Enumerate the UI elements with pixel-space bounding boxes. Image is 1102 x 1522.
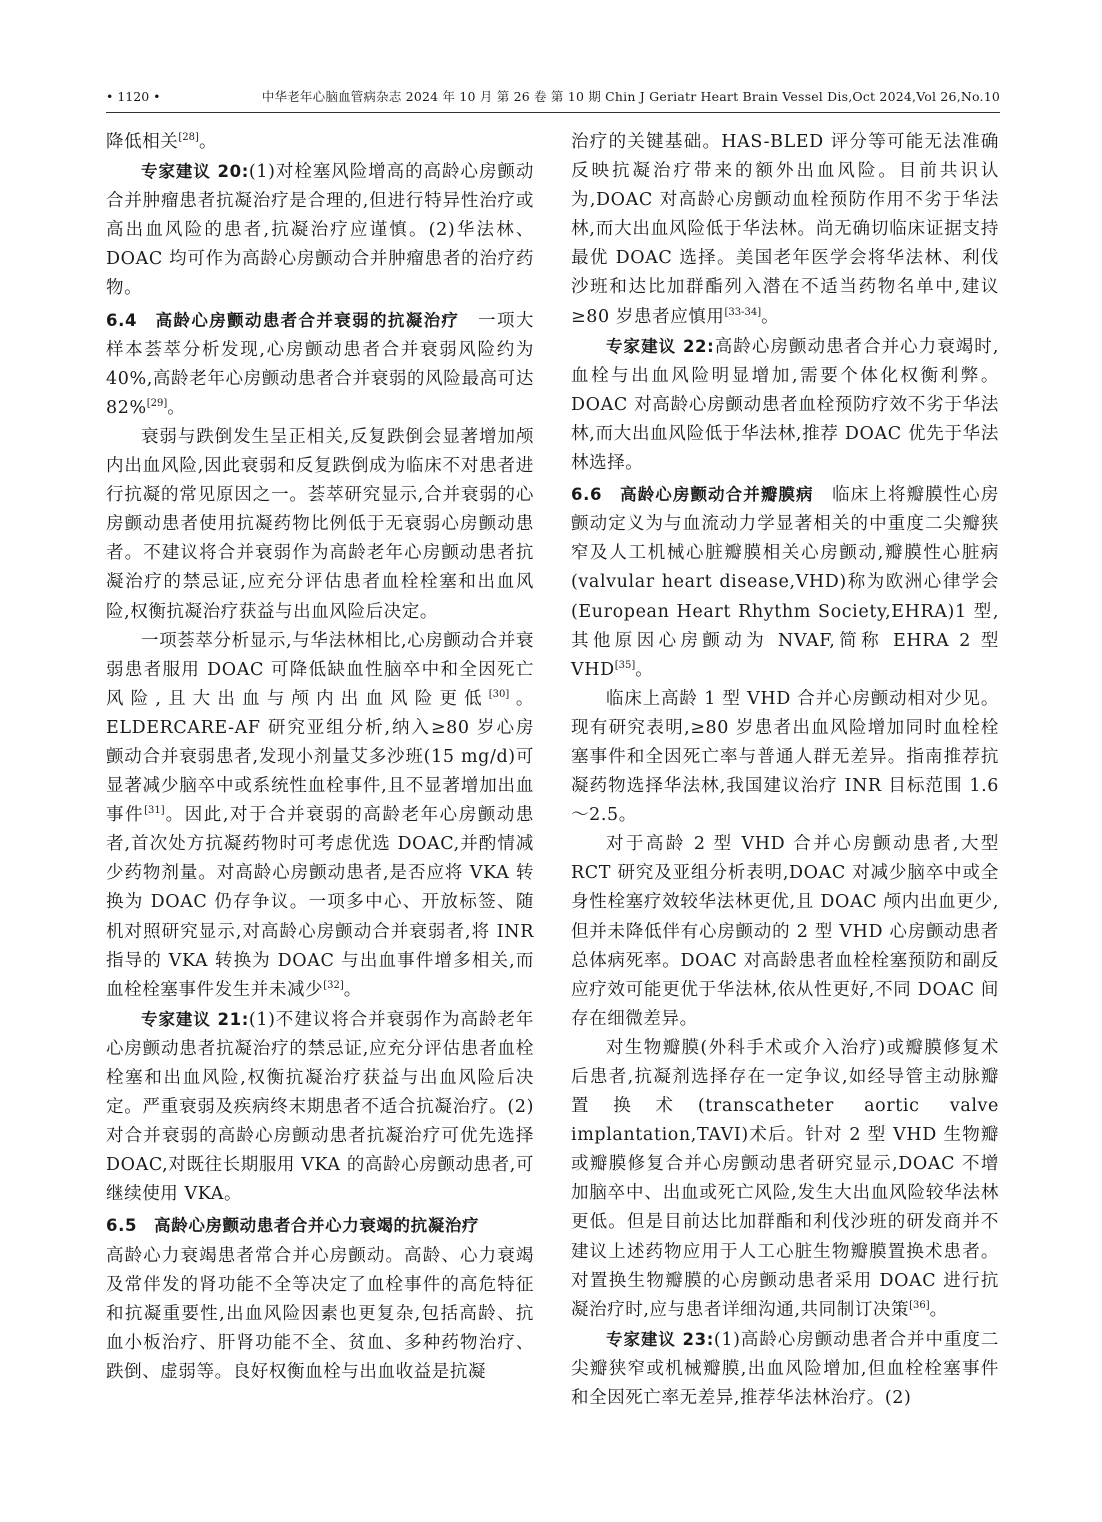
paragraph: 治疗的关键基础。HAS-BLED 评分等可能无法准确反映抗凝治疗带来的额外出血风险。目前共识认为,DOAC 对高龄心房颤动血栓预防作用不劣于华法林,而大出血风险低于华法林。尚无确切临床证据支持最优 DOAC 选择。美国老年医学会将华法林、利伐沙班和达比加群酯列入潜在不适当药物名单中,建议≥80 岁患者应慎用[33-34]。: [571, 132, 999, 327]
citation-ref: [29]: [146, 397, 168, 409]
recommendation-label: 专家建议 23:: [606, 1329, 714, 1349]
citation-ref: [32]: [323, 979, 344, 991]
citation-ref: [33-34]: [724, 306, 762, 318]
paragraph: 降低相关[28]。: [106, 132, 218, 152]
expert-recommendation-23: 专家建议 23:(1)高龄心房颤动患者合并中重度二尖瓣狭窄或机械瓣膜,出血风险增加,但血栓栓塞事件和全因死亡率无差异,推荐华法林治疗。(2): [571, 1329, 999, 1409]
section-6-5: 6.5 高龄心房颤动患者合并心力衰竭的抗凝治疗 高龄心力衰竭患者常合并心房颤动。高龄、心力衰竭及常伴发的肾功能不全等决定了血栓事件的高危特征和抗凝重要性,出血风险因素也更复杂,包括高龄、抗血小板治疗、肝肾功能不全、贫血、多种药物治疗、跌倒、虚弱等。良好权衡血栓与出血收益是抗凝: [106, 1216, 534, 1382]
paragraph: 对于高龄 2 型 VHD 合并心房颤动患者,大型 RCT 研究及亚组分析表明,DOAC 对减少脑卒中或全身性栓塞疗效较华法林更优,且 DOAC 颅内出血更少,但并未降低伴有心房颤动的 2 型 VHD 心房颤动患者总体病死率。DOAC 对高龄患者血栓栓塞预防和副反应疗效可能更优于华法林,依从性更好,不同 DOAC 间存在细微差异。: [571, 834, 999, 1029]
recommendation-label: 专家建议 21:: [141, 1009, 249, 1029]
expert-recommendation-20: 专家建议 20:(1)对栓塞风险增高的高龄心房颤动合并肿瘤患者抗凝治疗是合理的,但进行特异性治疗或高出血风险的患者,抗凝治疗应谨慎。(2)华法林、DOAC 均可作为高龄心房颤动合并肿瘤患者的治疗药物。: [106, 162, 534, 299]
section-heading: 6.4 高龄心房颤动患者合并衰弱的抗凝治疗: [106, 310, 460, 330]
journal-citation: 中华老年心脑血管病杂志 2024 年 10 月 第 26 卷 第 10 期 Chin J Geriatr Heart Brain Vessel Dis,Oct 2024,Vol 26,No.10: [261, 89, 1000, 104]
citation-ref: [31]: [144, 805, 165, 817]
citation-ref: [35]: [614, 659, 636, 671]
paragraph: 衰弱与跌倒发生呈正相关,反复跌倒会显著增加颅内出血风险,因此衰弱和反复跌倒成为临床不对患者进行抗凝的常见原因之一。荟萃研究显示,合并衰弱的心房颤动患者使用抗凝药物比例低于无衰弱心房颤动患者。不建议将合并衰弱作为高龄老年心房颤动患者抗凝治疗的禁忌证,应充分评估患者血栓栓塞和出血风险,权衡抗凝治疗获益与出血风险后决定。: [106, 426, 534, 622]
citation-ref: [28]: [178, 132, 199, 143]
section-6-4: 6.4 高龄心房颤动患者合并衰弱的抗凝治疗 一项大样本荟萃分析发现,心房颤动患者合并衰弱风险约为 40%,高龄老年心房颤动患者合并衰弱的风险最高可达 82%[29]。: [106, 310, 534, 418]
section-heading: 6.6 高龄心房颤动合并瓣膜病: [571, 485, 814, 505]
expert-recommendation-21: 专家建议 21:(1)不建议将合并衰弱作为高龄老年心房颤动患者抗凝治疗的禁忌证,应充分评估患者血栓栓塞和出血风险,权衡抗凝治疗获益与出血风险后决定。严重衰弱及疾病终末期患者不适合抗凝治疗。(2)对合并衰弱的高龄心房颤动患者抗凝治疗可优先选择 DOAC,对既往长期服用 VKA 的高龄心房颤动患者,可继续使用 VKA。: [106, 1009, 534, 1205]
citation-ref: [36]: [909, 1299, 930, 1311]
recommendation-label: 专家建议 20:: [141, 162, 249, 182]
expert-recommendation-22: 专家建议 22:高龄心房颤动患者合并心力衰竭时,血栓与出血风险明显增加,需要个体化权衡利弊。DOAC 对高龄心房颤动患者血栓预防疗效不劣于华法林,而大出血风险低于华法林,推荐 DOAC 优先于华法林选择。: [571, 336, 999, 474]
header-rule: [106, 112, 1000, 113]
section-heading: 6.5 高龄心房颤动患者合并心力衰竭的抗凝治疗: [106, 1216, 480, 1236]
paragraph: 一项荟萃分析显示,与华法林相比,心房颤动合并衰弱患者服用 DOAC 可降低缺血性脑卒中和全因死亡风险,且大出血与颅内出血风险更低[30]。ELDERCARE-AF 研究亚组分析,纳入≥80 岁心房颤动合并衰弱患者,发现小剂量艾多沙班(15 mg/d)可显著减少脑卒中或系统性血栓事件,且不显著增加出血事件[31]。因此,对于合并衰弱的高龄老年心房颤动患者,首次处方抗凝药物时可考虑优选 DOAC,并酌情减少药物剂量。对高龄心房颤动患者,是否应将 VKA 转换为 DOAC 仍存争议。一项多中心、开放标签、随机对照研究显示,对高龄心房颤动合并衰弱者,将 INR 指导的 VKA 转换为 DOAC 与出血事件增多相关,而血栓栓塞事件发生并未减少[32]。: [106, 630, 535, 1000]
left-column: [106, 128, 534, 1387]
paragraph: 临床上高龄 1 型 VHD 合并心房颤动相对少见。现有研究表明,≥80 岁患者出血风险增加同时血栓栓塞事件和全因死亡率与普通人群无差异。指南推荐抗凝药物选择华法林,我国建议治疗 INR 目标范围 1.6～2.5。: [571, 688, 999, 826]
paragraph: 对生物瓣膜(外科手术或介入治疗)或瓣膜修复术后患者,抗凝剂选择存在一定争议,如经导管主动脉瓣置换术(transcatheter aortic valve implantation,TAVI)术后。针对 2 型 VHD 生物瓣或瓣膜修复合并心房颤动患者研究显示,DOAC 不增加脑卒中、出血或死亡风险,发生大出血风险较华法林更低。但是目前达比加群酯和利伐沙班的研发商并不建议上述药物应用于人工心脏生物瓣膜置换术患者。对置换生物瓣膜的心房颤动患者采用 DOAC 进行抗凝治疗时,应与患者详细沟通,共同制订决策[36]。: [571, 1037, 999, 1320]
citation-ref: [30]: [488, 688, 510, 700]
recommendation-label: 专家建议 22:: [606, 336, 715, 356]
section-6-6: 6.6 高龄心房颤动合并瓣膜病 临床上将瓣膜性心房颤动定义为与血流动力学显著相关的中重度二尖瓣狭窄及人工机械心脏瓣膜相关心房颤动,瓣膜性心脏病(valvular heart disease,VHD)称为欧洲心律学会(European Heart Rhythm Society,EHRA)1 型,其他原因心房颤动为 NVAF,简称 EHRA 2 型 VHD[35]。: [571, 485, 999, 680]
page-number: • 1120 •: [106, 89, 161, 104]
right-column: [571, 128, 999, 1413]
running-header: [106, 86, 1000, 108]
